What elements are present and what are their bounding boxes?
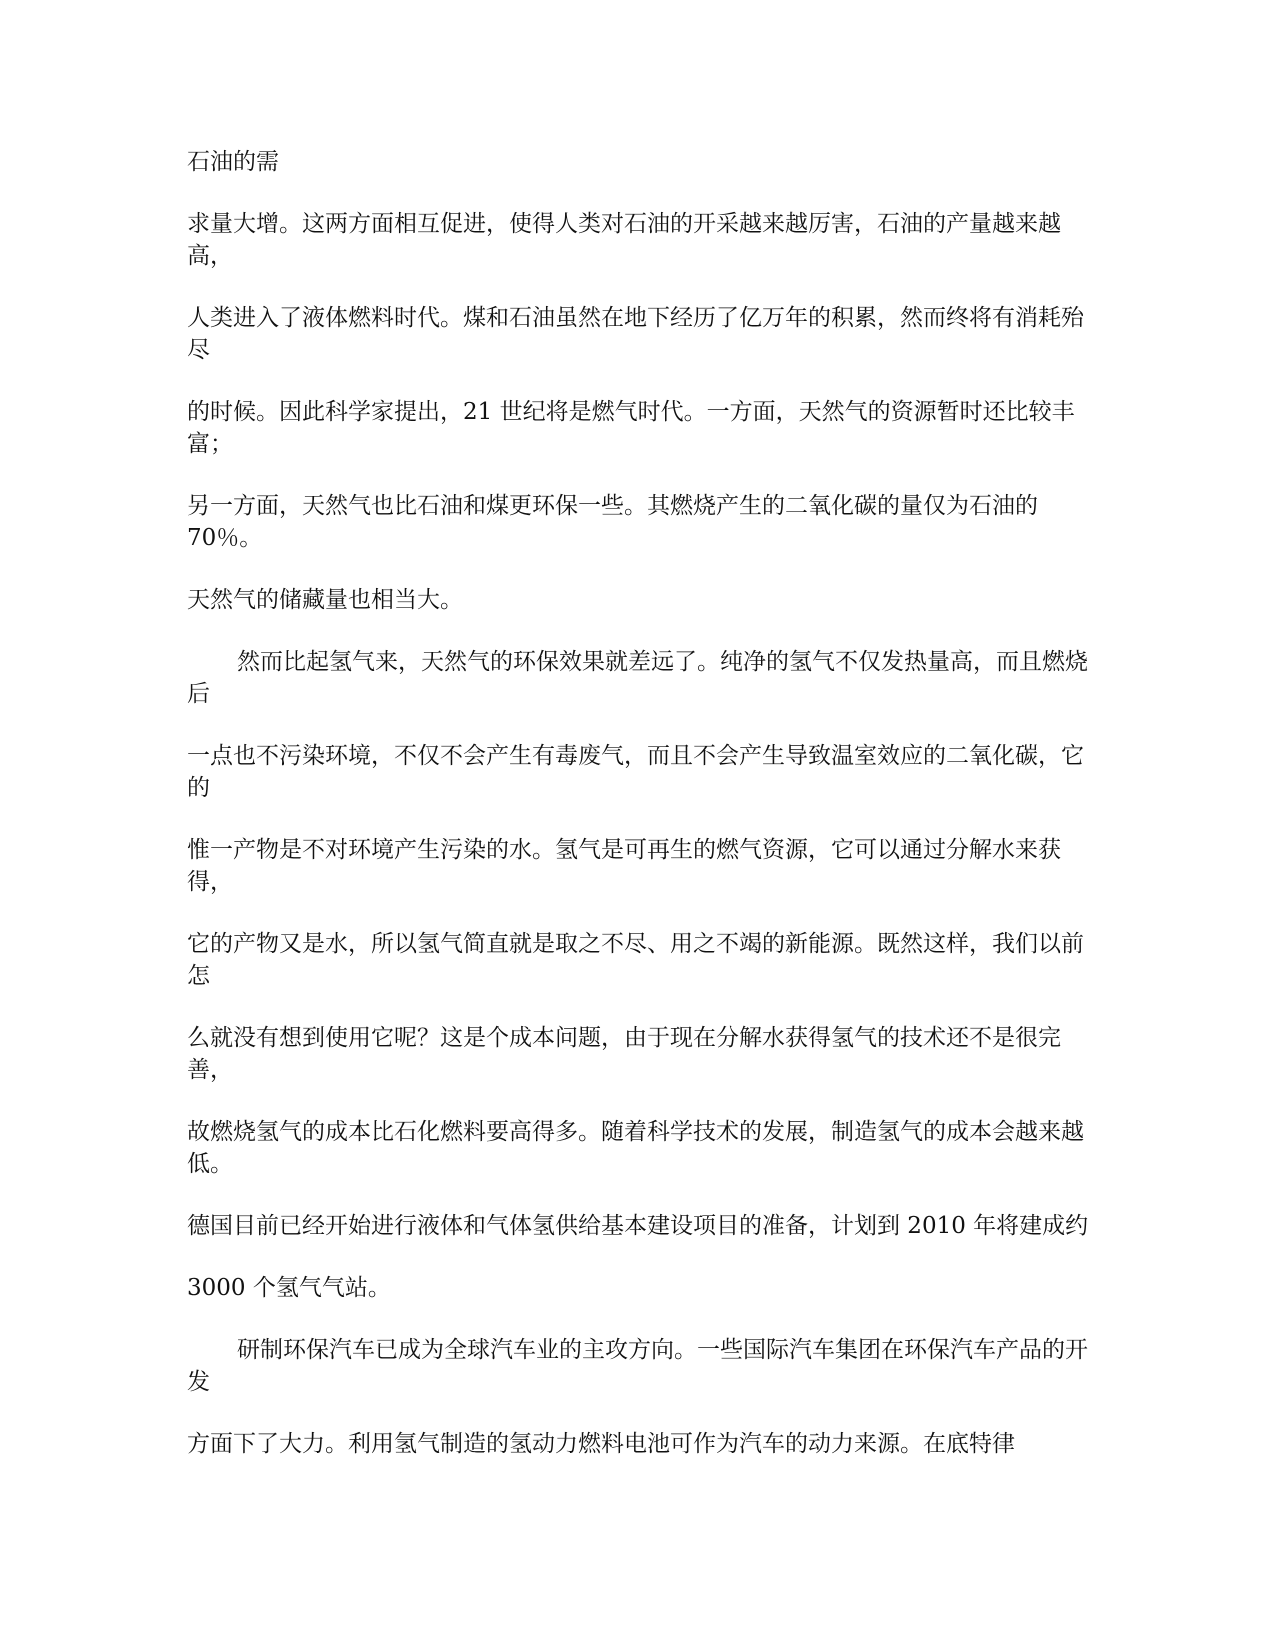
paragraph-12: 故燃烧氢气的成本比石化燃料要高得多。随着科学技术的发展，制造氢气的成本会越来越低。 [187, 1119, 1084, 1177]
paragraph-10: 它的产物又是水，所以氢气简直就是取之不尽、用之不竭的新能源。既然这样，我们以前怎 [187, 931, 1084, 989]
paragraph-15: 研制环保汽车已成为全球汽车业的主攻方向。一些国际汽车集团在环保汽车产品的开发 [187, 1337, 1088, 1395]
paragraph-4: 的时候。因此科学家提出，21 世纪将是燃气时代。一方面，天然气的资源暂时还比较丰富； [187, 399, 1075, 457]
paragraph-3: 人类进入了液体燃料时代。煤和石油虽然在地下经历了亿万年的积累，然而终将有消耗殆尽 [187, 305, 1084, 363]
paragraph-2: 求量大增。这两方面相互促进，使得人类对石油的开采越来越厉害，石油的产量越来越高， [187, 211, 1061, 269]
paragraph-6: 天然气的储藏量也相当大。 [187, 587, 463, 613]
paragraph-16: 方面下了大力。利用氢气制造的氢动力燃料电池可作为汽车的动力来源。在底特律 [187, 1431, 1015, 1457]
paragraph-5: 另一方面，天然气也比石油和煤更环保一些。其燃烧产生的二氧化碳的量仅为石油的70％。 [187, 493, 1038, 551]
paragraph-1: 石油的需 [187, 149, 279, 175]
paragraph-9: 惟一产物是不对环境产生污染的水。氢气是可再生的燃气资源，它可以通过分解水来获得， [187, 837, 1061, 895]
paragraph-13: 德国目前已经开始进行液体和气体氢供给基本建设项目的准备，计划到 2010 年将建成约 [187, 1213, 1089, 1239]
text-column [187, 146, 1092, 1490]
paragraph-11: 么就没有想到使用它呢？这是个成本问题，由于现在分解水获得氢气的技术还不是很完善， [187, 1025, 1061, 1083]
paragraph-14: 3000 个氢气气站。 [187, 1275, 391, 1301]
paragraph-7: 然而比起氢气来，天然气的环保效果就差远了。纯净的氢气不仅发热量高，而且燃烧后 [187, 649, 1088, 707]
paragraph-8: 一点也不污染环境，不仅不会产生有毒废气，而且不会产生导致温室效应的二氧化碳，它的 [187, 743, 1084, 801]
